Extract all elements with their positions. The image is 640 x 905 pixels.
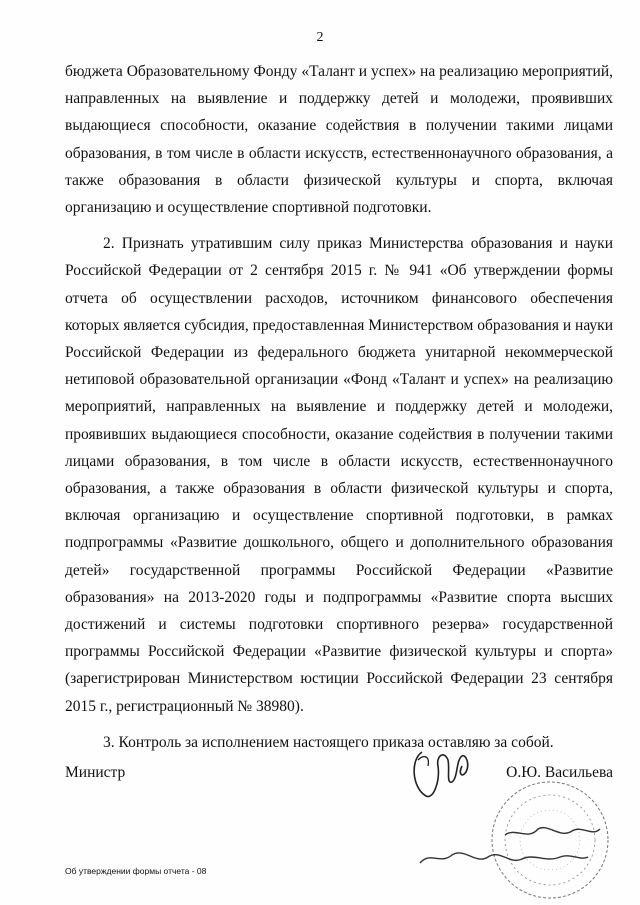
footer-note: Об утверждении формы отчета - 08 (65, 866, 207, 876)
handwritten-date-icon (410, 815, 610, 875)
paragraph-continuation: бюджета Образовательному Фонду «Талант и успех» на реализацию мероприятий, направленных на выявление и поддержку детей и молодежи, проявивших выдающиеся способности, оказание содействия в получении такими лицами образования, в том числе в области искусств, естественнонаучного образования, а также образования в области физической культуры и спорта, включая организацию и осуществление спортивной подготовки. (65, 63, 613, 217)
document-body (65, 58, 613, 756)
signatory-title: Министр (65, 764, 126, 781)
paragraph-item-2: 2. Признать утратившим силу приказ Министерства образования и науки Российской Федерации от 2 сентября 2015 г. № 941 «Об утверждении формы отчета об осуществлении расходов, источником финансового обеспечения которых является субсидия, предоставленная Министерством образования и науки Российской Федерации из федерального бюджета унитарной некоммерческой нетиповой образовательной организации «Фонд «Талант и успех» на реализацию мероприятий, направленных на выявление и поддержку детей и молодежи, проявивших выдающиеся способности, оказание содействия в получении такими лицами образования, в том числе в области искусств, естественнонаучного образования, а также образования в области физической культуры и спорта, включая организацию и осуществление спортивной подготовки, в рамках подпрограммы «Развитие дошкольного, общего и дополнительного образования детей» государственной программы Российской Федерации «Развитие образования» на 2013-2020 годы и подпрограммы «Развитие спорта высших достижений и системы подготовки спортивного резерва» государственной программы Российской Федерации «Развитие физической культуры и спорта» (зарегистрирован Министерством юстиции Российской Федерации 23 сентября 2015 г., регистрационный № 38980). (65, 235, 613, 715)
paragraph-item-3: 3. Контроль за исполнением настоящего приказа оставляю за собой. (103, 733, 554, 751)
signatory-name: О.Ю. Васильева (506, 764, 613, 781)
page-number: 2 (316, 30, 324, 45)
